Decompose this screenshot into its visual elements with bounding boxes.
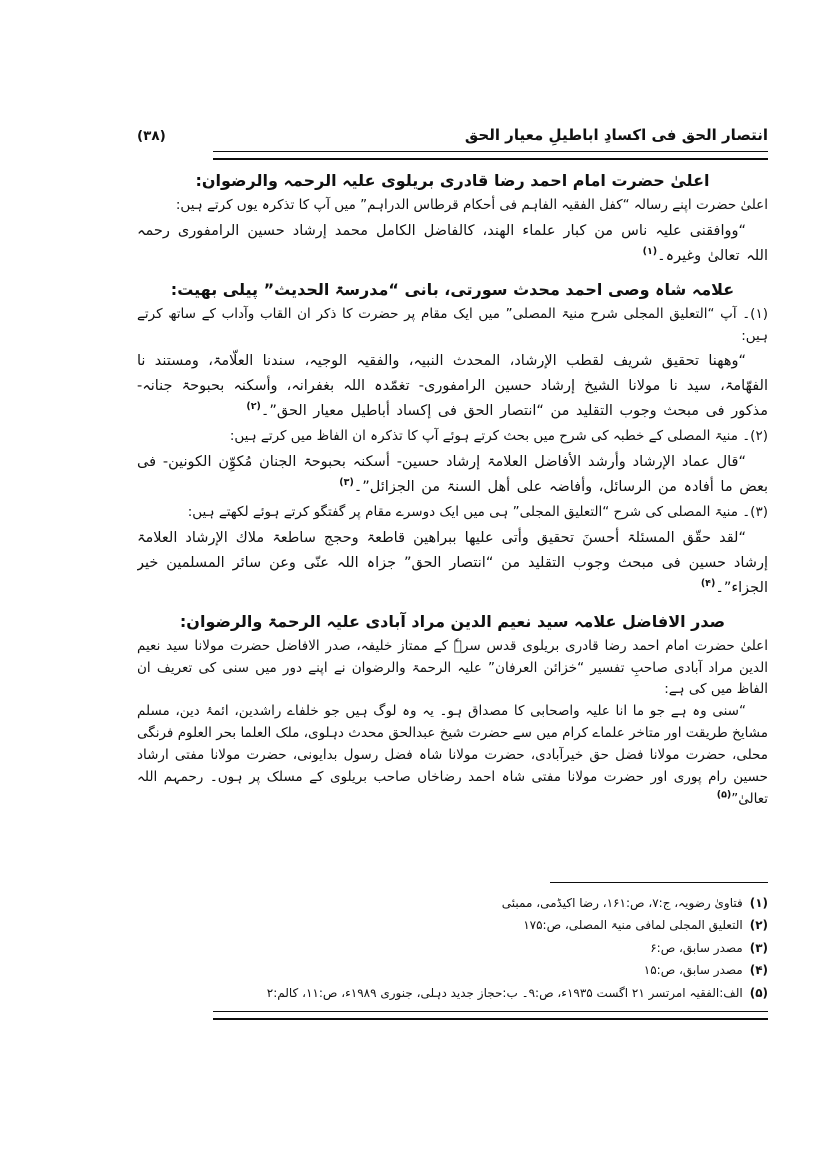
urdu-quotation (137, 701, 768, 810)
paragraph-intro: اعلیٰ حضرت اپنے رسالہ “کفل الفقیہ الفاہم فی أحکام قرطاس الدراہم” میں آپ کا تذکرہ یوں کرتے ہیں: (175, 197, 768, 213)
page-body (137, 126, 768, 886)
footnote-text: التعلیق المجلی لمافی منیۃ المصلی، ص:۱۷۵ (523, 918, 743, 933)
footnote-number: (۱) (749, 896, 768, 911)
quote-text: “قال عماد الإرشاد وأرشد الأفاضل العلامۃ إرشاد حسین- أسکنہ بحبوحۃ الجنان مُکوِّن الکونین- فی بعض ما أفادہ من الرسائل، وأفاضہ علی أھل السنۃ من الجزائل”۔ (137, 454, 768, 496)
paragraph-intro: (۱)۔ آپ “التعلیق المجلی شرح منیۃ المصلی” میں ایک مقام پر حضرت کا ذکر ان القاب وآداب کے ساتھ کرتے ہیں: (137, 305, 768, 344)
footnote-row (502, 893, 768, 913)
footnote-marker-4: (۴) (700, 577, 716, 589)
quote-text: “ووافقنی علیہ ناس من کبار علماء الھند، کالفاضل الکامل محمد إرشاد حسین الرامفوری رحمہ اللہ تعالیٰ وغیرہ۔ (137, 222, 768, 264)
quote-text: “لقد حقّق المسئلۃ أحسنَ تحقیق وأتی علیھا ببراھین قاطعۃ وحجج ساطعۃ ملاك الإرشاد العلامۃ إرشاد حسین فی مبحث وجوب التقلید من “انتصار الحق” جزاہ اللہ عنّی وعن سائر المسلمین خیر الجزاء”۔ (137, 529, 768, 596)
paragraph-intro: (۲)۔ منیۃ المصلی کے خطبہ کی شرح میں بحث کرتے ہوئے آپ کا تذکرہ ان الفاظ میں کرتے ہیں: (229, 428, 768, 445)
footnote-number: (۵) (749, 985, 768, 1000)
footnote-zone (137, 882, 768, 1020)
arabic-quotation (137, 450, 768, 500)
footnote-row (644, 960, 768, 980)
footnote-marker-3: (۳) (339, 477, 354, 489)
footnote-text: مصدر سابق، ص:۱۵ (643, 963, 743, 978)
footnote-row (650, 938, 768, 958)
section-heading-naeem-uddin-muradabadi: صدر الافاضل علامہ سید نعیم الدین مراد آبادی علیہ الرحمۃ والرضوان: (179, 611, 726, 631)
footnote-marker-1: (۱) (642, 245, 658, 257)
footnote-marker-5: (۵) (716, 789, 732, 801)
arabic-quotation (137, 526, 768, 601)
footnote-number: (۴) (749, 963, 768, 978)
footnote-row (267, 983, 768, 1003)
footnote-row (523, 915, 768, 935)
bottom-double-rule (213, 1011, 768, 1020)
quote-text: “سنی وہ ہے جو ما انا علیہ واصحابی کا مصداق ہو۔ یہ وہ لوگ ہیں جو خلفاے راشدین، ائمۂ دین، مسلم مشایخ طریقت اور متاخر علماے کرام میں سے حضرت شیخ عبدالحق محدث دہلوی، ملک العلما بحر العلوم فرنگی محلی، حضرت مولانا فضل حق خیرآبادی، حضرت مولانا شاہ فضل رسول بدایونی، حضرت مولانا مفتی ارشاد حسین رام پوری اور حضرت مولانا مفتی شاہ احمد رضاخاں صاحب بریلوی کے مسلک پر ہوں۔ رحمہم اللہ تعالیٰ” (137, 703, 768, 807)
footnote-text: فتاویٰ رضویہ، ج:۷، ص:۱۶۱، رضا اکیڈمی، ممبئی (501, 896, 743, 911)
page-number: (۳۸) (137, 128, 166, 144)
paragraph-intro: اعلیٰ حضرت امام احمد رضا قادری بریلوی قدس سرہٗ کے ممتاز خلیفہ، صدر الافاضل حضرت مولانا سید نعیم الدین مراد آبادی صاحبِ تفسیر “خزائن العرفان” علیہ الرحمۃ والرضوان نے اپنے دور میں سنی کی تعریف ان الفاظ میں کی ہے: (137, 637, 768, 698)
footnote-text: الف:الفقیہ امرتسر ۲۱ اگست ۱۹۳۵ء، ص:۹۔ ب:حجاز جدید دہلی، جنوری ۱۹۸۹ء، ص:۱۱، کالم:۲ (266, 985, 743, 1000)
header-double-rule (213, 151, 768, 160)
arabic-quotation (137, 349, 768, 424)
footnote-separator-rule (550, 882, 768, 883)
footnote-marker-2: (۲) (246, 401, 261, 413)
page-header (137, 126, 768, 144)
footnote-text: مصدر سابق، ص:۶ (650, 940, 743, 955)
book-title: انتصار الحق فی اکسادِ اباطیلِ معیار الحق (464, 126, 768, 144)
arabic-quotation (137, 219, 768, 269)
quote-text: “وھھنا تحقیق شریف لقطب الإرشاد، المحدث النبیہ، والفقیہ الوجیہ، سندنا العلّامۃ، ومستند نا الفھّامۃ، سید نا مولانا الشیخ إرشاد حسین الرامفوری- تغمّدہ اللہ بغفرانہ، وأسکنہ بحبوحۃ جنانہ- مذکور فی مبحث وجوب التقلید من “انتصار الحق فی إکساد أباطیل معیار الحق”۔ (137, 353, 768, 420)
footnote-list (213, 893, 768, 1003)
footnote-number: (۳) (749, 940, 768, 955)
section-heading-ala-hazrat: اعلیٰ حضرت امام احمد رضا قادری بریلوی علیہ الرحمہ والرضوان: (195, 171, 710, 190)
footnote-number: (۲) (749, 918, 768, 933)
section-heading-wasi-ahmad-soorti: علامہ شاہ وصی احمد محدث سورتی، بانی “مدرسۃ الحدیث” پیلی بھیت: (170, 279, 735, 299)
paragraph-intro: (۳)۔ منیۃ المصلی کی شرح “التعلیق المجلی” ہی میں ایک دوسرے مقام پر گفتگو کرتے ہوئے لکھتے ہیں: (187, 504, 768, 520)
